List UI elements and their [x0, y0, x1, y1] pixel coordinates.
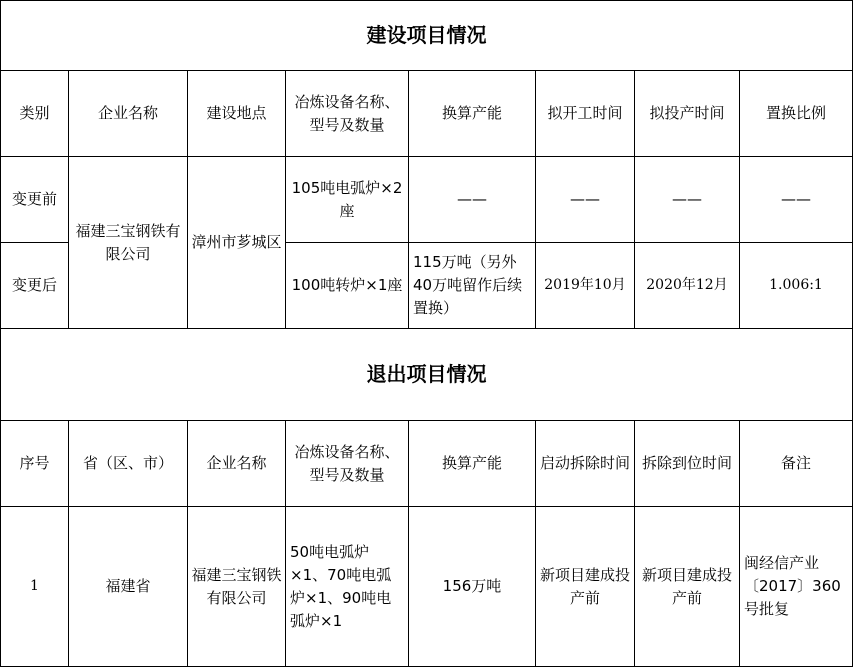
exit-row	[1, 507, 853, 667]
header-capacity: 换算产能	[409, 71, 536, 157]
before-equipment: 105吨电弧炉×2座	[286, 157, 409, 243]
header-exit-capacity: 换算产能	[409, 421, 536, 507]
after-category: 变更后	[1, 243, 69, 329]
header-index: 序号	[1, 421, 69, 507]
header-equipment: 冶炼设备名称、型号及数量	[286, 71, 409, 157]
construction-company: 福建三宝钢铁有限公司	[69, 157, 188, 329]
before-production-time: ——	[635, 157, 740, 243]
header-production-time: 拟投产时间	[635, 71, 740, 157]
header-exit-company: 企业名称	[188, 421, 286, 507]
header-dismantle-start: 启动拆除时间	[536, 421, 635, 507]
before-ratio: ——	[740, 157, 853, 243]
header-exit-equipment: 冶炼设备名称、型号及数量	[286, 421, 409, 507]
header-start-time: 拟开工时间	[536, 71, 635, 157]
exit-header-row	[1, 421, 853, 507]
exit-capacity: 156万吨	[409, 507, 536, 667]
header-location: 建设地点	[188, 71, 286, 157]
after-capacity: 115万吨（另外40万吨留作后续置换）	[409, 243, 536, 329]
after-equipment: 100吨转炉×1座	[286, 243, 409, 329]
exit-company: 福建三宝钢铁有限公司	[188, 507, 286, 667]
header-dismantle-complete: 拆除到位时间	[635, 421, 740, 507]
header-province: 省（区、市）	[69, 421, 188, 507]
header-category: 类别	[1, 71, 69, 157]
exit-equipment: 50吨电弧炉×1、70吨电弧炉×1、90吨电弧炉×1	[286, 507, 409, 667]
before-start-time: ——	[536, 157, 635, 243]
construction-title: 建设项目情况	[1, 1, 853, 71]
exit-index: 1	[1, 507, 69, 667]
after-ratio: 1.006:1	[740, 243, 853, 329]
exit-dismantle-complete: 新项目建成投产前	[635, 507, 740, 667]
exit-title: 退出项目情况	[1, 329, 853, 421]
header-ratio: 置换比例	[740, 71, 853, 157]
after-start-time: 2019年10月	[536, 243, 635, 329]
construction-location: 漳州市芗城区	[188, 157, 286, 329]
after-production-time: 2020年12月	[635, 243, 740, 329]
construction-header-row	[1, 71, 853, 157]
before-category: 变更前	[1, 157, 69, 243]
header-company: 企业名称	[69, 71, 188, 157]
exit-note: 闽经信产业〔2017〕360号批复	[740, 507, 853, 667]
before-capacity: ——	[409, 157, 536, 243]
exit-province: 福建省	[69, 507, 188, 667]
row-before	[1, 157, 853, 243]
header-note: 备注	[740, 421, 853, 507]
exit-dismantle-start: 新项目建成投产前	[536, 507, 635, 667]
